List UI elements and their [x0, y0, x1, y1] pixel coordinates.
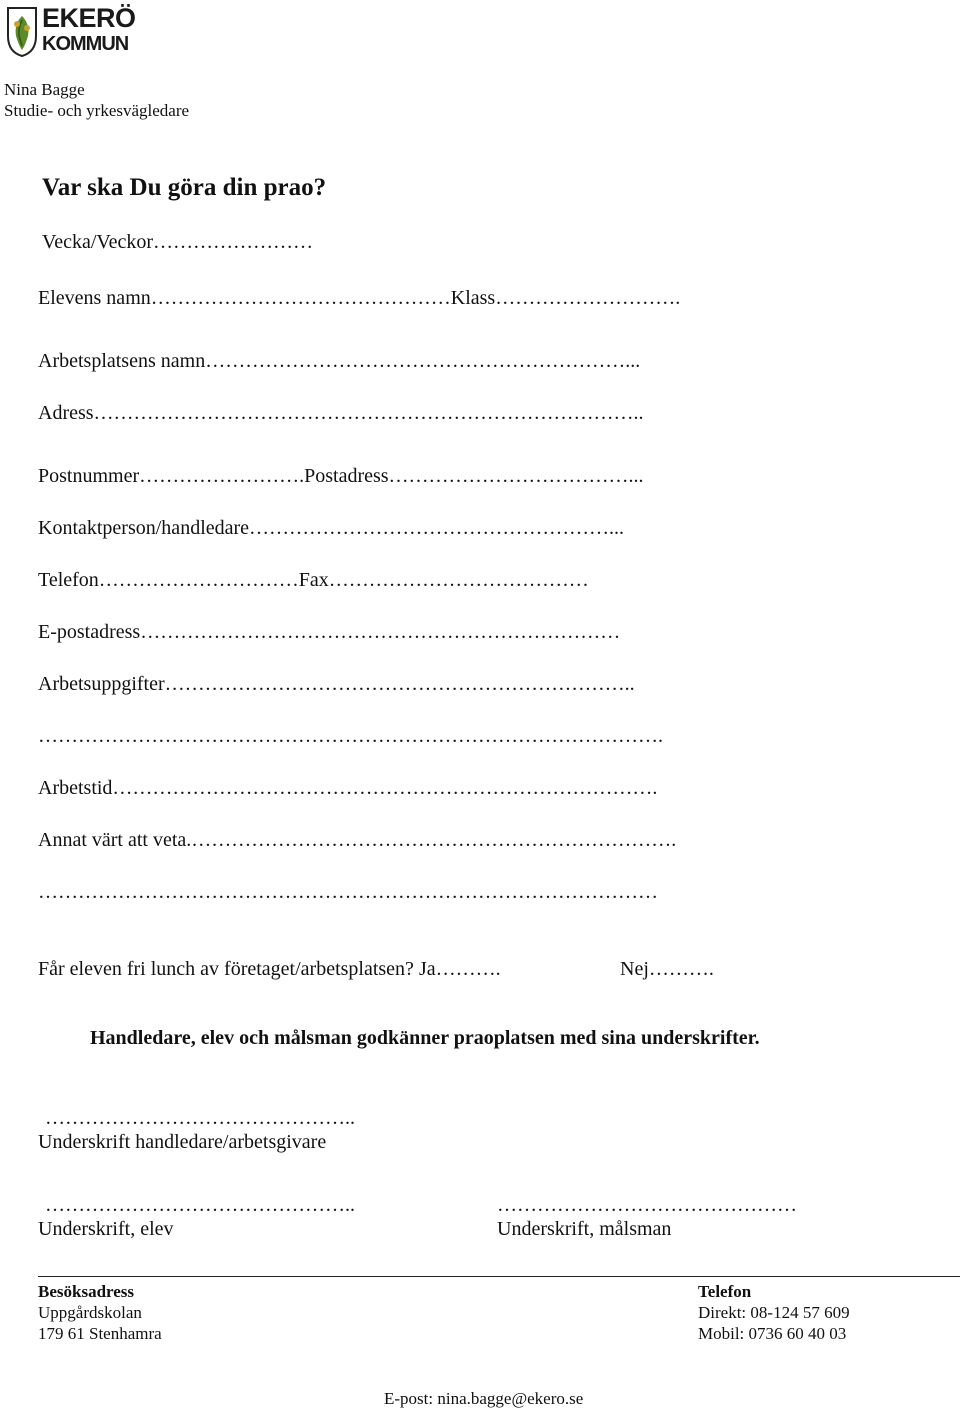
coat-of-arms-icon — [6, 6, 38, 58]
logo-line-1: EKERÖ — [42, 3, 136, 33]
supervisor-signature-label: Underskrift handledare/arbetsgivare — [38, 1131, 327, 1153]
approval-statement: Handledare, elev och målsman godkänner praoplatsen med sina underskrifter. — [90, 1027, 760, 1049]
visit-address-line-2: 179 61 Stenhamra — [38, 1324, 162, 1343]
postal-field[interactable]: Postnummer…………………….Postadress………………………………... — [38, 465, 644, 487]
lunch-no-field[interactable]: Nej………. — [620, 958, 714, 980]
guardian-signature-label: Underskrift, målsman — [497, 1218, 672, 1240]
student-signature-line[interactable]: ……………………………………….. — [45, 1194, 355, 1216]
phone-heading: Telefon — [698, 1282, 752, 1301]
supervisor-signature-line[interactable]: ……………………………………….. — [45, 1107, 355, 1129]
other-info-continuation-field[interactable]: ………………………………………………………………………………… — [38, 881, 658, 903]
week-field[interactable]: Vecka/Veckor…………………… — [42, 231, 314, 253]
sender-name: Nina Bagge — [4, 80, 85, 99]
footer-email[interactable]: E-post: nina.bagge@ekero.se — [384, 1389, 584, 1408]
address-field[interactable]: Adress……………………………………………………………………….. — [38, 402, 644, 424]
phone-direct: Direkt: 08-124 57 609 — [698, 1303, 850, 1322]
email-field[interactable]: E-postadress……………………………………………………………… — [38, 621, 621, 643]
contact-person-field[interactable]: Kontaktperson/handledare………………………………………………... — [38, 517, 625, 539]
visit-address-heading: Besöksadress — [38, 1282, 135, 1301]
visit-address-line-1: Uppgårdskolan — [38, 1303, 142, 1322]
guardian-signature-line[interactable]: ……………………………………… — [497, 1194, 797, 1216]
lunch-yes-field[interactable]: Får eleven fri lunch av företaget/arbetsplatsen? Ja………. — [38, 958, 501, 980]
footer-divider — [38, 1276, 960, 1277]
phone-mobile: Mobil: 0736 60 40 03 — [698, 1324, 847, 1343]
other-info-field[interactable]: Annat värt att veta.………………………………………………………………. — [38, 829, 677, 851]
sender-role: Studie- och yrkesvägledare — [4, 101, 190, 120]
form-title: Var ska Du göra din prao? — [42, 174, 327, 201]
phone-fax-field[interactable]: Telefon…………………………Fax………………………………… — [38, 569, 589, 591]
work-hours-field[interactable]: Arbetstid………………………………………………………………………. — [38, 777, 658, 799]
workplace-name-field[interactable]: Arbetsplatsens namn………………………………………………………... — [38, 350, 641, 372]
student-signature-label: Underskrift, elev — [38, 1218, 174, 1240]
tasks-field[interactable]: Arbetsuppgifter…………………………………………………………….. — [38, 673, 635, 695]
tasks-continuation-field[interactable]: …………………………………………………………………………………. — [38, 725, 663, 747]
logo-line-2: KOMMUN — [42, 33, 129, 55]
municipality-logo — [6, 3, 136, 58]
student-name-class-field[interactable]: Elevens namn………………………………………Klass………………………. — [38, 287, 681, 309]
